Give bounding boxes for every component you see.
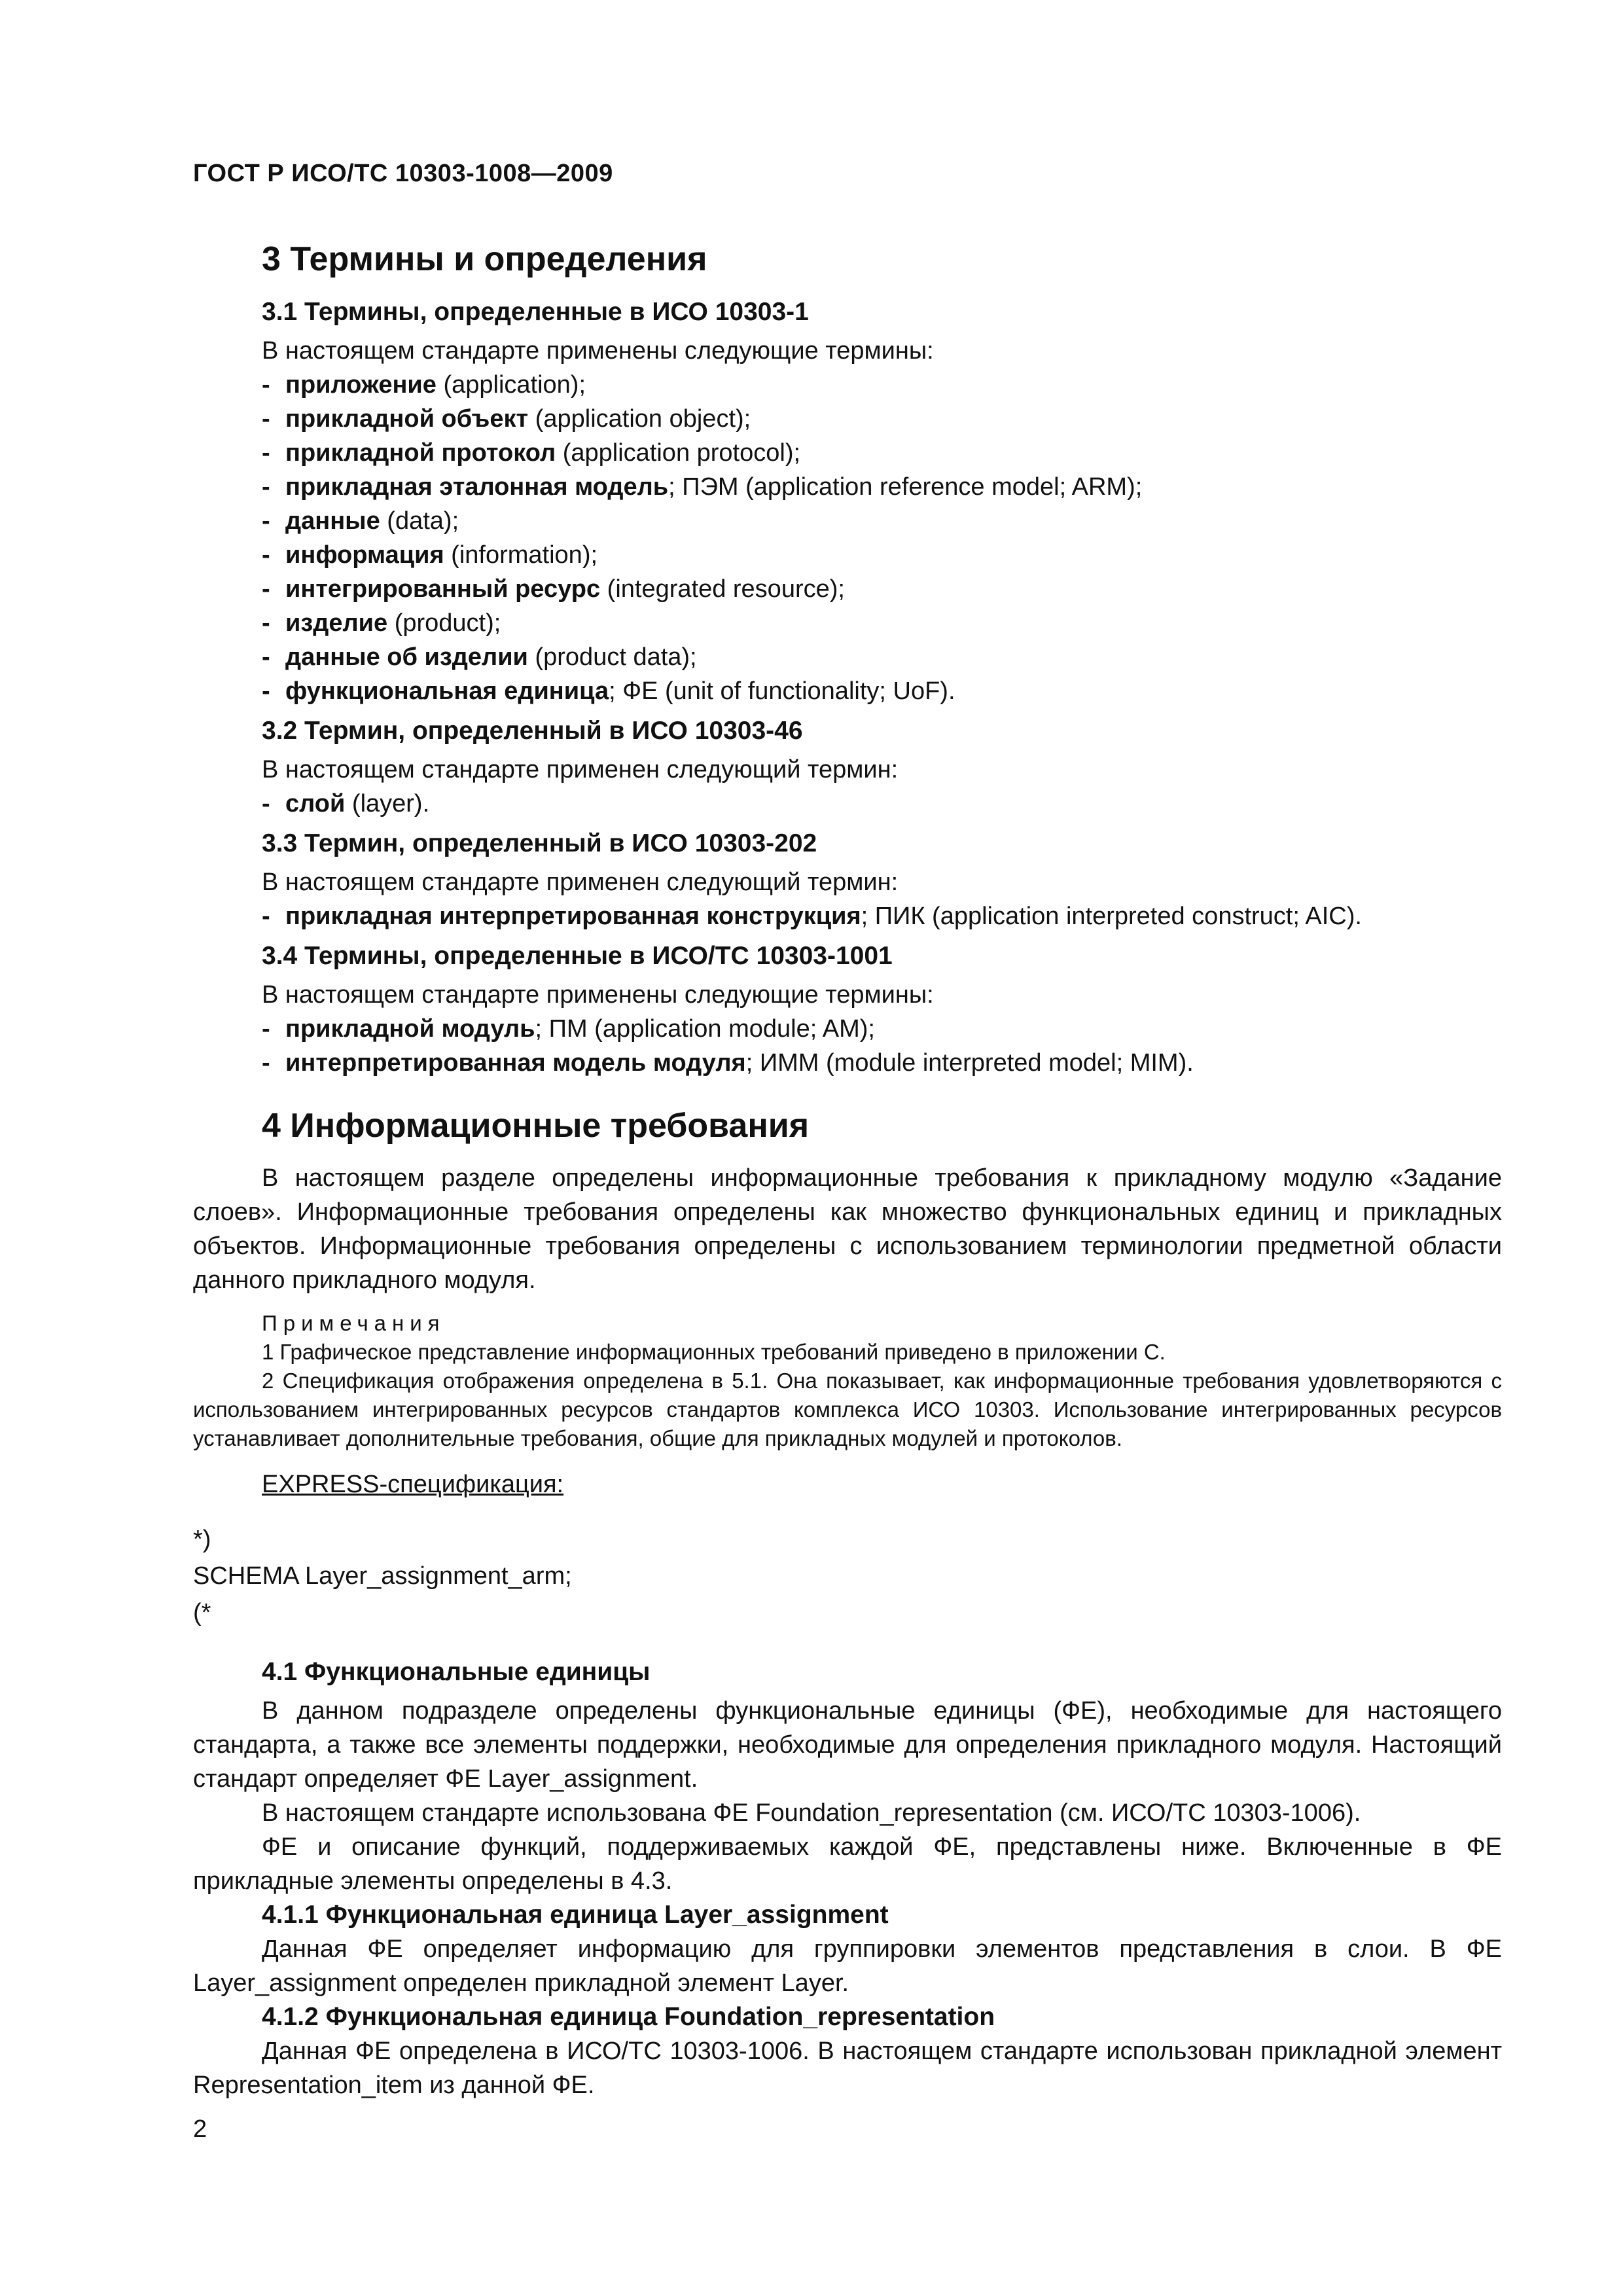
term: прикладной протокол: [285, 439, 556, 467]
subsection-3-4-intro: В настоящем стандарте применены следующие термины:: [262, 981, 934, 1009]
list-item: - прикладная интерпретированная конструкция; ПИК (application interpreted construct; AIC).: [262, 903, 1362, 930]
section-4-title: 4 Информационные требования: [262, 1107, 810, 1145]
term-gloss: ; ПЭМ (application reference model; ARM);: [668, 473, 1143, 501]
list-item: - информация (information);: [262, 541, 598, 569]
term: данные: [285, 507, 380, 535]
note-1: 1 Графическое представление информационных требований приведено в приложении С.: [262, 1340, 1166, 1364]
list-item: - изделие (product);: [262, 609, 501, 637]
subsection-4-1-1-title: 4.1.1 Функциональная единица Layer_assignment: [262, 1901, 889, 1929]
term: прикладная эталонная модель: [285, 473, 669, 501]
list-item: - функциональная единица; ФЕ (unit of functionality; UoF).: [262, 677, 955, 705]
notes-block: [193, 1309, 1502, 1453]
list-item: - интерпретированная модель модуля; ИММ (module interpreted model; MIM).: [262, 1049, 1194, 1077]
subsection-3-2-title: 3.2 Термин, определенный в ИСО 10303-46: [262, 717, 803, 745]
list-item: - слой (layer).: [262, 790, 430, 817]
term-gloss: (application object);: [528, 405, 751, 433]
list-item: - прикладной объект (application object);: [262, 405, 751, 433]
term: функциональная единица: [285, 677, 609, 705]
term-gloss: (product data);: [527, 643, 697, 671]
subsection-4-1-paragraph-3: ФЕ и описание функций, поддерживаемых каждой ФЕ, представлены ниже. Включенные в ФЕ прикладные элементы определены в 4.3.: [193, 1833, 1502, 1895]
term: прикладная интерпретированная конструкция: [285, 903, 861, 930]
list-item: - интегрированный ресурс (integrated resource);: [262, 575, 845, 603]
terms-list-3-4: [262, 1012, 1502, 1080]
term: интерпретированная модель модуля: [285, 1049, 746, 1077]
section-3-title: 3 Термины и определения: [262, 240, 707, 278]
terms-list-3-1: [262, 368, 1502, 708]
term: данные об изделии: [285, 643, 528, 671]
subsection-3-1-title: 3.1 Термины, определенные в ИСО 10303-1: [262, 298, 809, 326]
document-header: ГОСТ Р ИСО/ТС 10303-1008—2009: [193, 160, 613, 187]
subsection-3-3-title: 3.3 Термин, определенный в ИСО 10303-202: [262, 829, 817, 857]
term-gloss: (integrated resource);: [600, 575, 845, 603]
notes-title: Примечания: [262, 1311, 446, 1335]
term: слой: [285, 790, 346, 817]
section-4-paragraph: В настоящем разделе определены информационные требования к прикладному модулю «Задание слоев». Информационные требования определены как множество функциональных единиц и прикладных объектов. Информационные требования определены с использованием терминологии предметной области данного прикладного модуля.: [193, 1164, 1502, 1294]
subsection-4-1-title: 4.1 Функциональные единицы: [262, 1658, 651, 1686]
express-code: [193, 1521, 1502, 1631]
subsection-4-1-paragraph-2: В настоящем стандарте использована ФЕ Foundation_representation (см. ИСО/ТС 10303-1006).: [262, 1799, 1361, 1827]
term: приложение: [285, 371, 437, 399]
subsection-4-1-1-paragraph: Данная ФЕ определяет информацию для группировки элементов представления в слои. В ФЕ Layer_assignment определен прикладной элемент Layer.: [193, 1935, 1502, 1997]
term-gloss: ; ИММ (module interpreted model; MIM).: [745, 1049, 1194, 1077]
subsection-3-2-intro: В настоящем стандарте применен следующий термин:: [262, 756, 899, 783]
page-number: 2: [193, 2115, 207, 2143]
express-spec-label: EXPRESS-спецификация:: [262, 1471, 564, 1498]
terms-list-3-2: [262, 787, 1502, 821]
term-gloss: (data);: [380, 507, 459, 535]
subsection-3-1-intro: В настоящем стандарте применены следующие термины:: [262, 337, 934, 365]
document-body: [193, 236, 1502, 2102]
term: прикладной модуль: [285, 1015, 535, 1043]
terms-list-3-3: [262, 899, 1502, 933]
list-item: - данные (data);: [262, 507, 459, 535]
note-2: 2 Спецификация отображения определена в 5.1. Она показывает, как информационные требования удовлетворяются с использованием интегрированных ресурсов стандартов комплекса ИСО 10303. Использование интегрированных ресурсов устанавливает дополнительные требования, общие для прикладных модулей и протоколов.: [193, 1369, 1502, 1450]
term: изделие: [285, 609, 388, 637]
term-gloss: (product);: [387, 609, 501, 637]
term: прикладной объект: [285, 405, 529, 433]
term-gloss: (information);: [444, 541, 598, 569]
term-gloss: ; ФЕ (unit of functionality; UoF).: [609, 677, 955, 705]
list-item: - данные об изделии (product data);: [262, 643, 697, 671]
code-line: *): [193, 1526, 211, 1553]
term-gloss: (application);: [436, 371, 586, 399]
term-gloss: ; ПИК (application interpreted construct; AIC).: [861, 903, 1362, 930]
term: интегрированный ресурс: [285, 575, 601, 603]
subsection-4-1-2-title: 4.1.2 Функциональная единица Foundation_representation: [262, 2003, 995, 2031]
subsection-3-3-intro: В настоящем стандарте применен следующий термин:: [262, 869, 899, 896]
subsection-4-1-paragraph-1: В данном подразделе определены функциональные единицы (ФЕ), необходимые для настоящего стандарта, а также все элементы поддержки, необходимые для определения прикладного модуля. Настоящий стандарт определяет ФЕ Layer_assignment.: [193, 1697, 1502, 1793]
code-line: (*: [193, 1599, 211, 1626]
list-item: - приложение (application);: [262, 371, 586, 399]
list-item: - прикладная эталонная модель; ПЭМ (application reference model; ARM);: [262, 473, 1143, 501]
list-item: - прикладной модуль; ПМ (application module; AM);: [262, 1015, 875, 1043]
term-gloss: (application protocol);: [556, 439, 801, 467]
term-gloss: (layer).: [345, 790, 430, 817]
term-gloss: ; ПМ (application module; AM);: [535, 1015, 875, 1043]
list-item: - прикладной протокол (application protocol);: [262, 439, 801, 467]
code-line: SCHEMA Layer_assignment_arm;: [193, 1562, 572, 1590]
subsection-4-1-2-paragraph: Данная ФЕ определена в ИСО/ТС 10303-1006. В настоящем стандарте использован прикладной элемент Representation_item из данной ФЕ.: [193, 2037, 1502, 2099]
subsection-3-4-title: 3.4 Термины, определенные в ИСО/ТС 10303-1001: [262, 942, 893, 970]
term: информация: [285, 541, 444, 569]
